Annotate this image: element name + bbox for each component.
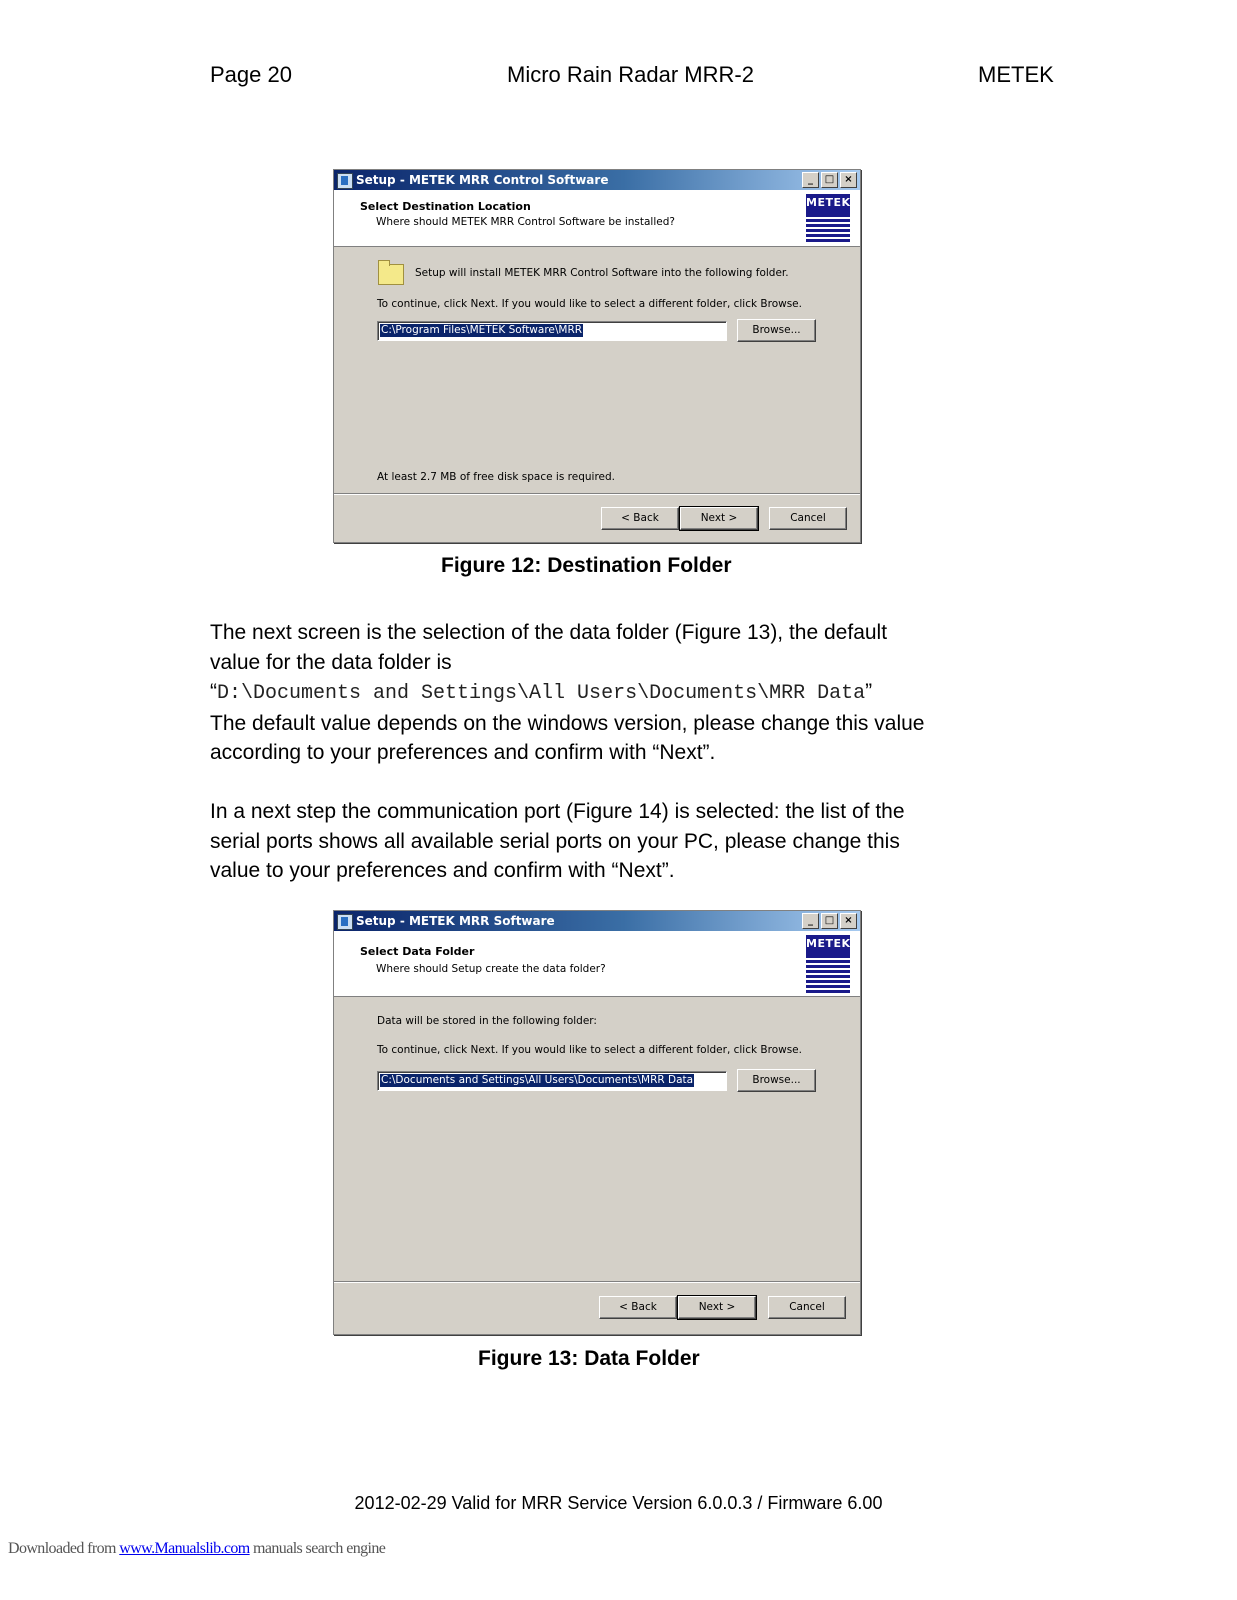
close-quote: ” (865, 680, 873, 703)
close-icon[interactable]: × (840, 913, 857, 929)
minimize-icon[interactable]: _ (802, 913, 819, 929)
window-title: Setup - METEK MRR Control Software (356, 173, 609, 187)
para1-line1: The next screen is the selection of the data folder (Figure 13), the default (210, 621, 888, 644)
separator (334, 493, 860, 495)
back-button[interactable]: < Back (599, 1296, 677, 1319)
figure-12-caption: Figure 12: Destination Folder (441, 554, 732, 577)
browse-button[interactable]: Browse... (737, 319, 816, 342)
separator (334, 1281, 860, 1283)
metek-logo (806, 194, 850, 244)
destination-folder-dialog (333, 169, 861, 543)
browse-button[interactable]: Browse... (737, 1069, 816, 1092)
metek-logo (806, 935, 850, 993)
para2-line2: serial ports shows all available serial ports on your PC, please change this (210, 829, 900, 853)
destination-path-value: C:\Program Files\METEK Software\MRR (381, 324, 583, 336)
para2-line1: In a next step the communication port (Figure 14) is selected: the list of the (210, 800, 905, 823)
step-title: Select Destination Location (360, 200, 531, 213)
para1-line5: according to your preferences and confirm with “Next”. (210, 741, 716, 764)
paragraph-data-folder (210, 618, 1010, 768)
watermark (8, 1540, 385, 1558)
dialog-header (334, 190, 860, 247)
cancel-button[interactable]: Cancel (769, 507, 847, 530)
minimize-icon[interactable]: _ (802, 172, 819, 188)
step-subtitle: Where should Setup create the data folder? (376, 963, 606, 975)
para1-line4: The default value depends on the windows version, please change this value (210, 711, 925, 735)
data-folder-dialog (333, 910, 861, 1335)
brand-name: METEK (978, 62, 1054, 87)
maximize-icon[interactable]: □ (821, 913, 838, 929)
logo-text: METEK (806, 196, 851, 209)
setup-app-icon (337, 173, 353, 189)
close-icon[interactable]: × (840, 172, 857, 188)
watermark-prefix: Downloaded from (8, 1540, 120, 1557)
logo-text: METEK (806, 937, 851, 950)
para1-line2: value for the data folder is (210, 650, 452, 674)
figure-13-caption: Figure 13: Data Folder (478, 1347, 700, 1370)
document-title: Micro Rain Radar MRR-2 (507, 62, 754, 87)
disk-space-text: At least 2.7 MB of free disk space is required. (377, 471, 615, 483)
cancel-button[interactable]: Cancel (768, 1296, 846, 1319)
para2-line3: value to your preferences and confirm with “Next”. (210, 859, 675, 882)
maximize-icon[interactable]: □ (821, 172, 838, 188)
manualslib-link[interactable]: www.Manualslib.com (119, 1540, 250, 1557)
dialog-titlebar (334, 170, 860, 190)
next-button[interactable]: Next > (680, 507, 758, 530)
paragraph-comm-port (210, 797, 1010, 886)
setup-app-icon (337, 914, 353, 930)
back-button[interactable]: < Back (601, 507, 679, 530)
step-title: Select Data Folder (360, 945, 475, 958)
data-folder-path-value: C:\Documents and Settings\All Users\Documents\MRR Data (381, 1074, 694, 1086)
continue-text: To continue, click Next. If you would like to select a different folder, click Browse. (377, 298, 802, 310)
stored-text: Data will be stored in the following folder: (377, 1015, 597, 1027)
step-subtitle: Where should METEK MRR Control Software be installed? (376, 216, 675, 228)
default-data-path: D:\Documents and Settings\All Users\Documents\MRR Data (217, 682, 866, 705)
dialog-titlebar (334, 911, 860, 931)
window-title: Setup - METEK MRR Software (356, 914, 555, 928)
page-number: Page 20 (210, 62, 292, 87)
next-button[interactable]: Next > (678, 1296, 756, 1319)
data-folder-path-input[interactable] (377, 1071, 727, 1091)
continue-text: To continue, click Next. If you would like to select a different folder, click Browse. (377, 1044, 802, 1056)
page-footer: 2012-02-29 Valid for MRR Service Version 6.0.0.3 / Firmware 6.00 (354, 1493, 883, 1513)
install-text: Setup will install METEK MRR Control Software into the following folder. (415, 267, 789, 279)
open-quote: “ (210, 680, 217, 703)
destination-path-input[interactable] (377, 321, 727, 341)
dialog-header (334, 931, 860, 997)
watermark-suffix: manuals search engine (249, 1540, 386, 1557)
folder-icon (378, 264, 404, 285)
